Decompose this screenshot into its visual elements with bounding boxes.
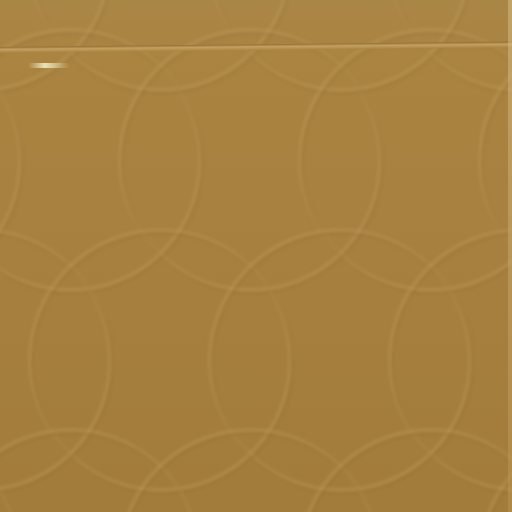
- emboss-arc-shadow: [122, 433, 382, 512]
- emboss-arc-highlight: [0, 230, 110, 490]
- light-reflection: [28, 63, 70, 68]
- emboss-arc-shadow: [0, 233, 112, 493]
- emboss-arc-highlight: [0, 430, 200, 512]
- emboss-arc-shadow: [0, 433, 202, 512]
- emboss-arc-shadow: [32, 233, 292, 493]
- tile-edge: [508, 0, 512, 512]
- emboss-arc-highlight: [0, 30, 200, 290]
- emboss-arc-shadow: [0, 33, 202, 293]
- emboss-arc-shadow: [212, 233, 472, 493]
- emboss-arc-highlight: [0, 30, 20, 290]
- emboss-arc-highlight: [390, 230, 512, 490]
- emboss-arc-shadow: [122, 33, 382, 293]
